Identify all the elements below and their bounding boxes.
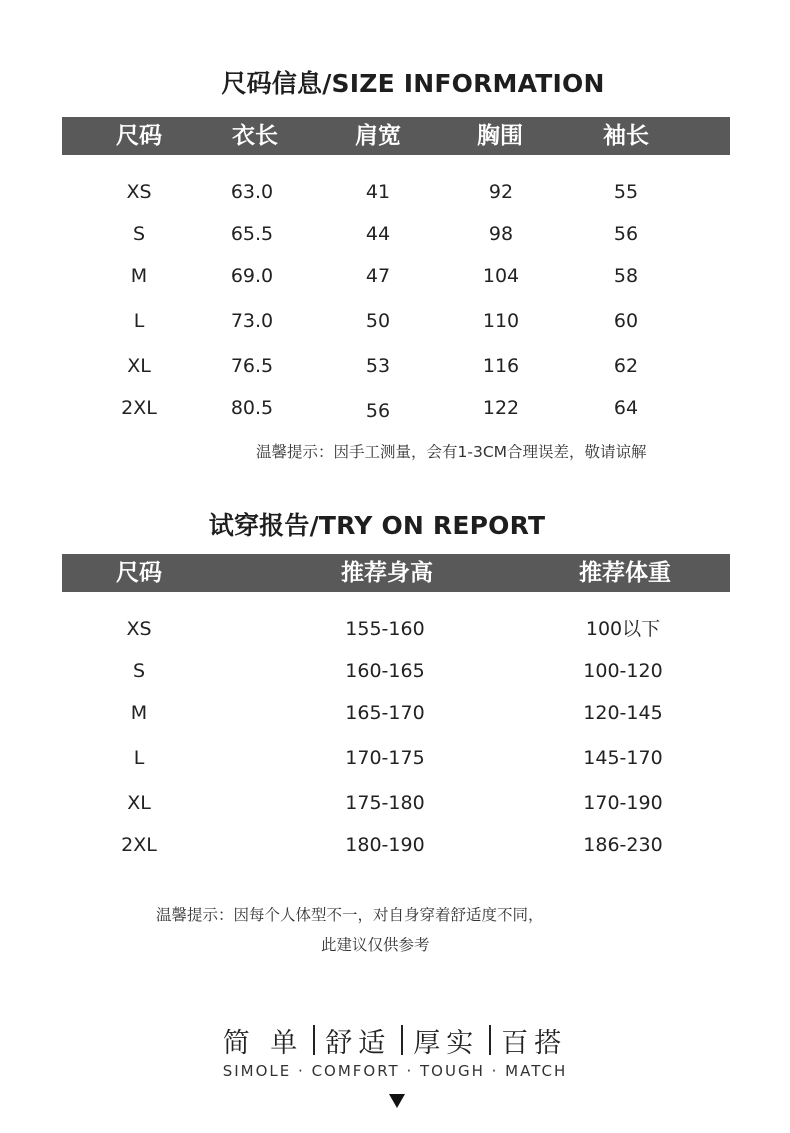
size-info-tip: 温馨提示：因手工测量，会有1-3CM合理误差，敬请谅解 <box>256 443 647 461</box>
size-header-chest: 胸围 <box>477 123 523 149</box>
table-cell: M <box>130 265 148 287</box>
table-cell: 110 <box>482 310 520 332</box>
table-cell: 92 <box>488 181 514 203</box>
table-cell: 50 <box>365 310 391 332</box>
size-header-shoulder: 肩宽 <box>355 123 401 149</box>
table-row <box>62 219 730 249</box>
size-header-size: 尺码 <box>116 123 162 149</box>
table-cell: 98 <box>488 223 514 245</box>
table-row <box>62 830 730 860</box>
table-cell: XL <box>127 792 151 814</box>
table-cell: 44 <box>365 223 391 245</box>
table-row <box>62 261 730 291</box>
table-cell: 170-175 <box>345 747 425 769</box>
table-cell: XS <box>126 618 152 640</box>
size-header-length: 衣长 <box>232 123 278 149</box>
table-cell: 47 <box>365 265 391 287</box>
table-cell: 100-120 <box>583 660 663 682</box>
table-cell: 175-180 <box>345 792 425 814</box>
table-cell: XL <box>127 355 151 377</box>
table-cell: 62 <box>613 355 639 377</box>
table-cell: 56 <box>613 223 639 245</box>
try-on-header-size: 尺码 <box>116 560 162 586</box>
table-cell: S <box>132 223 146 245</box>
size-info-title: 尺码信息/SIZE INFORMATION <box>221 69 605 98</box>
table-cell: 160-165 <box>345 660 425 682</box>
table-cell: 186-230 <box>583 834 663 856</box>
table-row <box>62 698 730 728</box>
table-cell: 155-160 <box>345 618 425 640</box>
table-row <box>62 351 730 381</box>
table-cell: L <box>133 747 145 769</box>
table-cell: 58 <box>613 265 639 287</box>
table-cell: 53 <box>365 355 391 377</box>
table-cell: 165-170 <box>345 702 425 724</box>
table-cell: 60 <box>613 310 639 332</box>
table-cell: 80.5 <box>230 397 274 419</box>
slogan-en: SIMOLE · COMFORT · TOUGH · MATCH <box>222 1062 568 1080</box>
slogan-word-comfort: 舒适 <box>325 1027 392 1059</box>
table-row <box>62 656 730 686</box>
table-cell: 69.0 <box>230 265 274 287</box>
table-cell: 64 <box>613 397 639 419</box>
size-info-header-bar <box>62 117 730 155</box>
table-row <box>62 306 730 336</box>
table-cell: 116 <box>482 355 520 377</box>
table-row <box>62 788 730 818</box>
table-cell: 170-190 <box>583 792 663 814</box>
table-row <box>62 393 730 423</box>
try-on-tip-line2: 此建议仅供参考 <box>321 936 430 954</box>
slogan-word-tough: 厚实 <box>413 1027 480 1059</box>
table-cell: 100以下 <box>585 618 661 640</box>
try-on-header-height: 推荐身高 <box>341 560 433 586</box>
table-cell: 73.0 <box>230 310 274 332</box>
table-cell: L <box>133 310 145 332</box>
table-cell: 2XL <box>121 397 157 419</box>
try-on-title: 试穿报告/TRY ON REPORT <box>208 511 546 540</box>
table-row <box>62 743 730 773</box>
table-cell: XS <box>126 181 152 203</box>
table-cell: 180-190 <box>345 834 425 856</box>
table-cell: 63.0 <box>230 181 274 203</box>
table-cell: 122 <box>482 397 520 419</box>
slogan-word-match: 百搭 <box>501 1027 568 1059</box>
slogan-word-simple: 简 单 <box>222 1027 304 1059</box>
size-header-sleeve: 袖长 <box>603 123 649 149</box>
try-on-header-weight: 推荐体重 <box>579 560 671 586</box>
table-cell: 65.5 <box>230 223 274 245</box>
table-row <box>62 177 730 207</box>
try-on-tip-line1: 温馨提示：因每个人体型不一，对自身穿着舒适度不同， <box>156 906 544 924</box>
table-cell: 56 <box>365 400 391 422</box>
table-cell: 2XL <box>121 834 157 856</box>
slogan-cn <box>0 1020 790 1060</box>
table-cell: 55 <box>613 181 639 203</box>
table-cell: 120-145 <box>583 702 663 724</box>
table-cell: 145-170 <box>583 747 663 769</box>
table-row <box>62 614 730 644</box>
table-cell: 76.5 <box>230 355 274 377</box>
table-cell: 41 <box>365 181 391 203</box>
table-cell: 104 <box>482 265 520 287</box>
down-arrow-icon <box>389 1094 405 1108</box>
table-cell: M <box>130 702 148 724</box>
table-cell: S <box>132 660 146 682</box>
try-on-header-bar <box>62 554 730 592</box>
